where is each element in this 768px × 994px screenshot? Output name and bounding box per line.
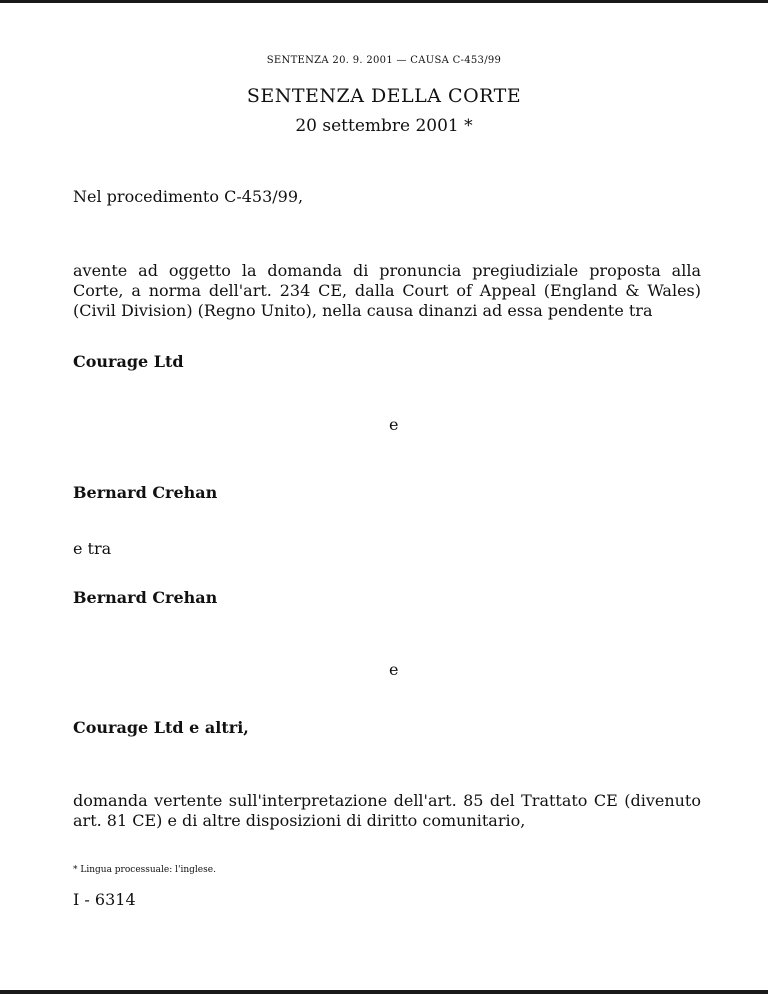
party-bernard-crehan: Bernard Crehan [73,483,218,502]
bottom-border-rule [0,990,768,994]
page-number: I - 6314 [73,890,136,909]
e-tra-line: e tra [73,539,112,558]
subject-paragraph: domanda vertente sull'interpretazione dell'art. 85 del Trattato CE (divenuto art. 81 CE) e di altre disposizioni di diritto comunitario, [73,791,701,830]
top-border-rule [0,0,768,3]
judgment-date: 20 settembre 2001 * [295,116,473,136]
reference-paragraph: avente ad oggetto la domanda di pronuncia pregiudiziale proposta alla Corte, a norma dell'art. 234 CE, dalla Court of Appeal (England & Wales) (Civil Division) (Regno Unito), nella causa dinanzi ad essa pendente tra [73,261,701,320]
party-courage-ltd-e-altri: Courage Ltd e altri, [73,718,249,737]
procedure-line: Nel procedimento C-453/99, [73,187,304,206]
connector-e-2: e [389,660,399,679]
footnote: * Lingua processuale: l'inglese. [73,865,216,875]
running-header: SENTENZA 20. 9. 2001 — CAUSA C-453/99 [266,55,502,66]
party-bernard-crehan-2: Bernard Crehan [73,588,218,607]
connector-e-1: e [389,415,399,434]
page-title: SENTENZA DELLA CORTE [246,85,522,107]
party-courage-ltd: Courage Ltd [73,352,184,371]
